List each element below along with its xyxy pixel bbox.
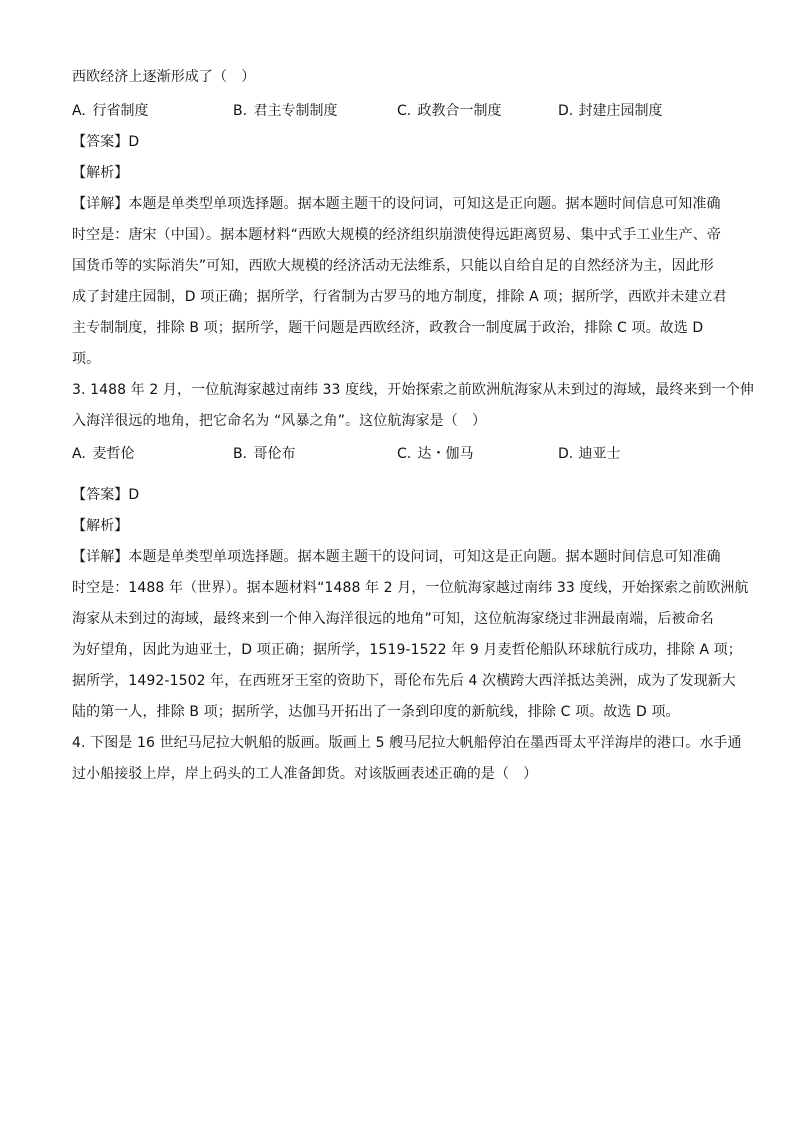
explanation-line: 时空是：唐宋（中国）。据本题材料“西欧大规模的经济组织崩溃使得远距离贸易、集中式手工业生产、帝 <box>72 227 721 243</box>
explanation-line: 为好望角，因此为迪亚士，D 项正确；据所学，1519-1522 年 9 月麦哲伦船队环球航行成功，排除 A 项； <box>72 642 742 658</box>
q2-answer: 【答案】D <box>72 134 140 150</box>
option-label: C. <box>397 446 412 462</box>
q3-option-b <box>233 443 295 463</box>
explanation-line: 国货币等的实际消失”可知，西欧大规模的经济活动无法维系，只能以自给自足的自然经济为主，因此形 <box>72 258 714 274</box>
stem-line: 过小船接驳上岸，岸上码头的工人准备卸货。对该版画表述正确的是（ ） <box>72 766 538 782</box>
option-label: D. <box>558 446 574 462</box>
explanation-line: 主专制制度，排除 B 项；据所学，题干问题是西欧经济，政教合一制度属于政治，排除 C 项。故选 D <box>72 320 704 336</box>
explanation-line: 项。 <box>72 351 101 367</box>
q3-option-c <box>397 443 473 463</box>
stem-line: 入海洋很远的地角，把它命名为 “风暴之角”。这位航海家是（ ） <box>72 413 487 429</box>
explanation-line: 时空是：1488 年（世界）。据本题材料“1488 年 2 月，一位航海家越过南纬 33 度线，开始探索之前欧洲航 <box>72 580 749 596</box>
option-label: C. <box>397 103 412 119</box>
option-label: A. <box>72 103 86 119</box>
option-text: 达・伽马 <box>417 446 474 462</box>
option-text: 封建庄园制度 <box>578 103 663 119</box>
option-text: 君主专制制度 <box>253 103 338 119</box>
option-label: A. <box>72 446 86 462</box>
q3-option-d <box>558 443 620 463</box>
q2-stem-end: 西欧经济上逐渐形成了（ ） <box>72 69 256 85</box>
explanation-line: 成了封建庄园制，D 项正确；据所学，行省制为古罗马的地方制度，排除 A 项；据所学，西欧并未建立君 <box>72 289 727 305</box>
q3-option-a <box>72 443 134 463</box>
q2-option-b <box>233 100 337 120</box>
explanation-line: 据所学，1492-1502 年，在西班牙王室的资助下，哥伦布先后 4 次横跨大西洋抵达美洲，成为了发现新大 <box>72 673 736 689</box>
option-text: 哥伦布 <box>253 446 296 462</box>
explanation-line: 【详解】本题是单类型单项选择题。据本题主题干的设问词，可知这是正向题。据本题时间信息可知准确 <box>72 549 721 565</box>
q2-analysis-heading: 【解析】 <box>72 165 129 181</box>
explanation-line: 【详解】本题是单类型单项选择题。据本题主题干的设问词，可知这是正向题。据本题时间信息可知准确 <box>72 196 721 212</box>
q3-analysis-heading: 【解析】 <box>72 518 129 534</box>
option-label: B. <box>233 103 248 119</box>
q2-option-a <box>72 100 148 120</box>
option-text: 政教合一制度 <box>417 103 502 119</box>
stem-line: 4. 下图是 16 世纪马尼拉大帆船的版画。版画上 5 艘马尼拉大帆船停泊在墨西哥太平洋海岸的港口。水手通 <box>72 735 742 751</box>
option-label: B. <box>233 446 248 462</box>
option-text: 迪亚士 <box>578 446 621 462</box>
q3-answer: 【答案】D <box>72 487 140 503</box>
option-label: D. <box>558 103 574 119</box>
q2-option-d <box>558 100 662 120</box>
stem-line: 3. 1488 年 2 月，一位航海家越过南纬 33 度线，开始探索之前欧洲航海家从未到过的海域，最终来到一个伸 <box>72 382 755 398</box>
explanation-line: 陆的第一人，排除 B 项；据所学，达伽马开拓出了一条到印度的新航线，排除 C 项。故选 D 项。 <box>72 704 680 720</box>
explanation-line: 海家从未到过的海域，最终来到一个伸入海洋很远的地角”可知，这位航海家绕过非洲最南端，后被命名 <box>72 611 714 627</box>
option-text: 行省制度 <box>92 103 149 119</box>
option-text: 麦哲伦 <box>92 446 135 462</box>
q2-option-c <box>397 100 501 120</box>
